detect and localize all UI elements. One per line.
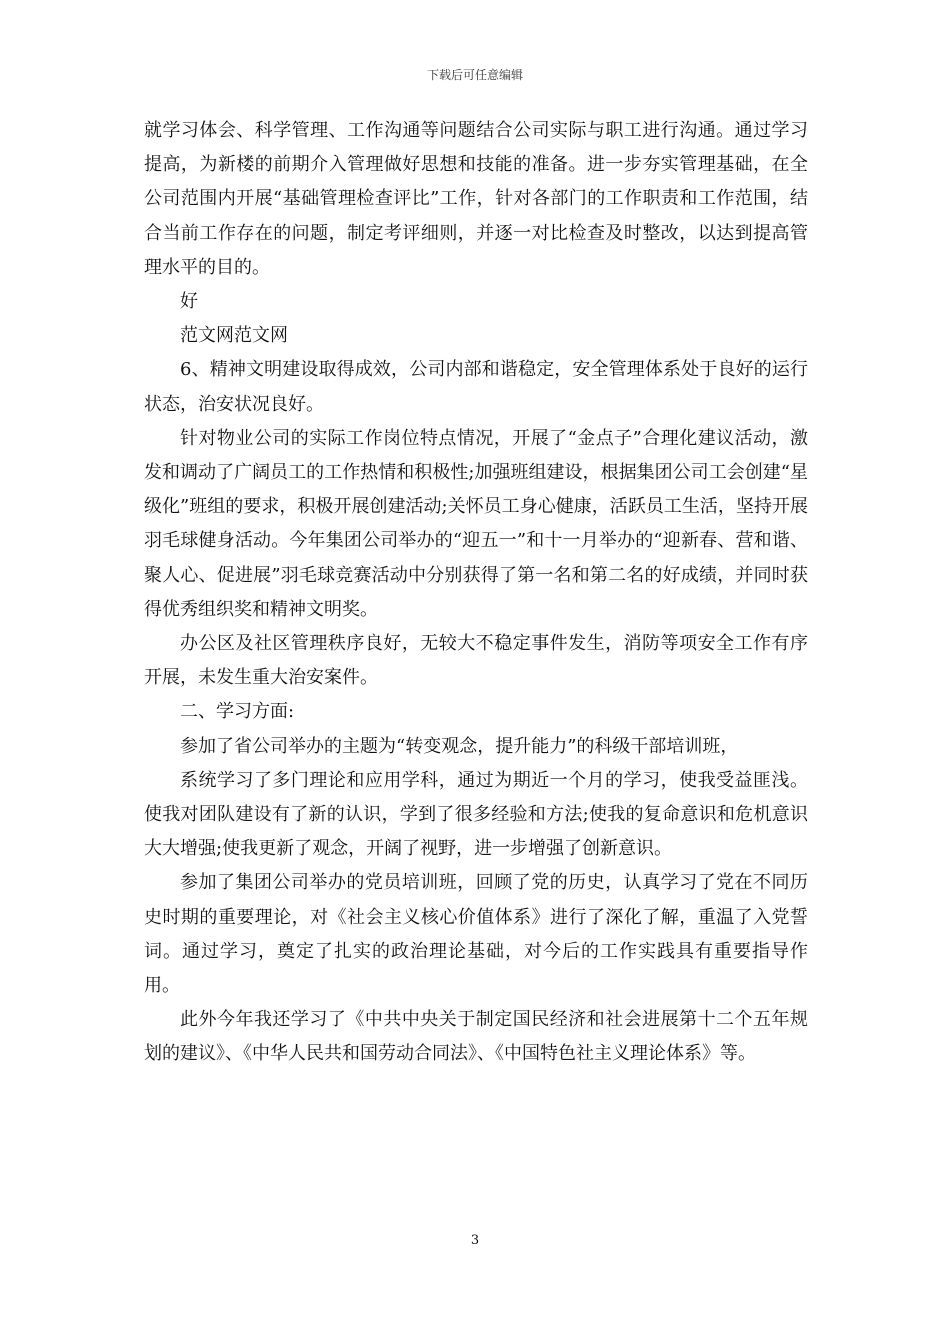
- paragraph-continuation: 就学习体会、科学管理、工作沟通等问题结合公司实际与职工进行沟通。通过学习提高，为新楼的前期介入管理做好思想和技能的准备。进一步夯实管理基础，在全公司范围内开展“基础管理检查评比”工作，针对各部门的工作职责和工作范围，结合当前工作存在的问题，制定考评细则，并逐一对比检查及时整改，以达到提高管理水平的目的。: [144, 120, 808, 278]
- document-body: [144, 114, 808, 1072]
- paragraph: 针对物业公司的实际工作岗位特点情况，开展了“金点子”合理化建议活动，激发和调动了广阔员工的工作热情和积极性;加强班组建设，根据集团公司工会创建“星级化”班组的要求，积极开展创建活动;关怀员工身心健康，活跃员工生活，坚持开展羽毛球健身活动。今年集团公司举办的“迎五一”和十一月举办的“迎新春、营和谐、聚人心、促进展”羽毛球竞赛活动中分别获得了第一名和第二名的好成绩，并同时获得优秀组织奖和精神文明奖。: [144, 427, 808, 620]
- paragraph: 范文网范文网: [180, 325, 288, 347]
- paragraph: 好: [180, 291, 198, 313]
- paragraph: 6、精神文明建设取得成效，公司内部和谐稳定，安全管理体系处于良好的运行状态，治安状况良好。: [144, 359, 808, 415]
- paragraph: 系统学习了多门理论和应用学科，通过为期近一个月的学习，使我受益匪浅。使我对团队建设有了新的认识，学到了很多经验和方法;使我的复命意识和危机意识大大增强;使我更新了观念，开阔了视野，进一步增强了创新意识。: [144, 769, 808, 860]
- paragraph: 此外今年我还学习了《中共中央关于制定国民经济和社会进展第十二个五年规划的建议》、《中华人民共和国劳动合同法》、《中国特色社主义理论体系》等。: [144, 1009, 808, 1065]
- paragraph: 办公区及社区管理秩序良好，无较大不稳定事件发生，消防等项安全工作有序开展，未发生重大治安案件。: [144, 633, 808, 689]
- paragraph: 参加了集团公司举办的党员培训班，回顾了党的历史，认真学习了党在不同历史时期的重要理论，对《社会主义核心价值体系》进行了深化了解，重温了入党誓词。通过学习，奠定了扎实的政治理论基础，对今后的工作实践具有重要指导作用。: [144, 872, 808, 997]
- section-heading: 二、学习方面:: [180, 701, 295, 723]
- paragraph: 参加了省公司举办的主题为“转变观念，提升能力”的科级干部培训班，: [180, 735, 739, 757]
- page-header: 下载后可任意编辑: [426, 68, 523, 82]
- page-number: 3: [470, 1233, 480, 1248]
